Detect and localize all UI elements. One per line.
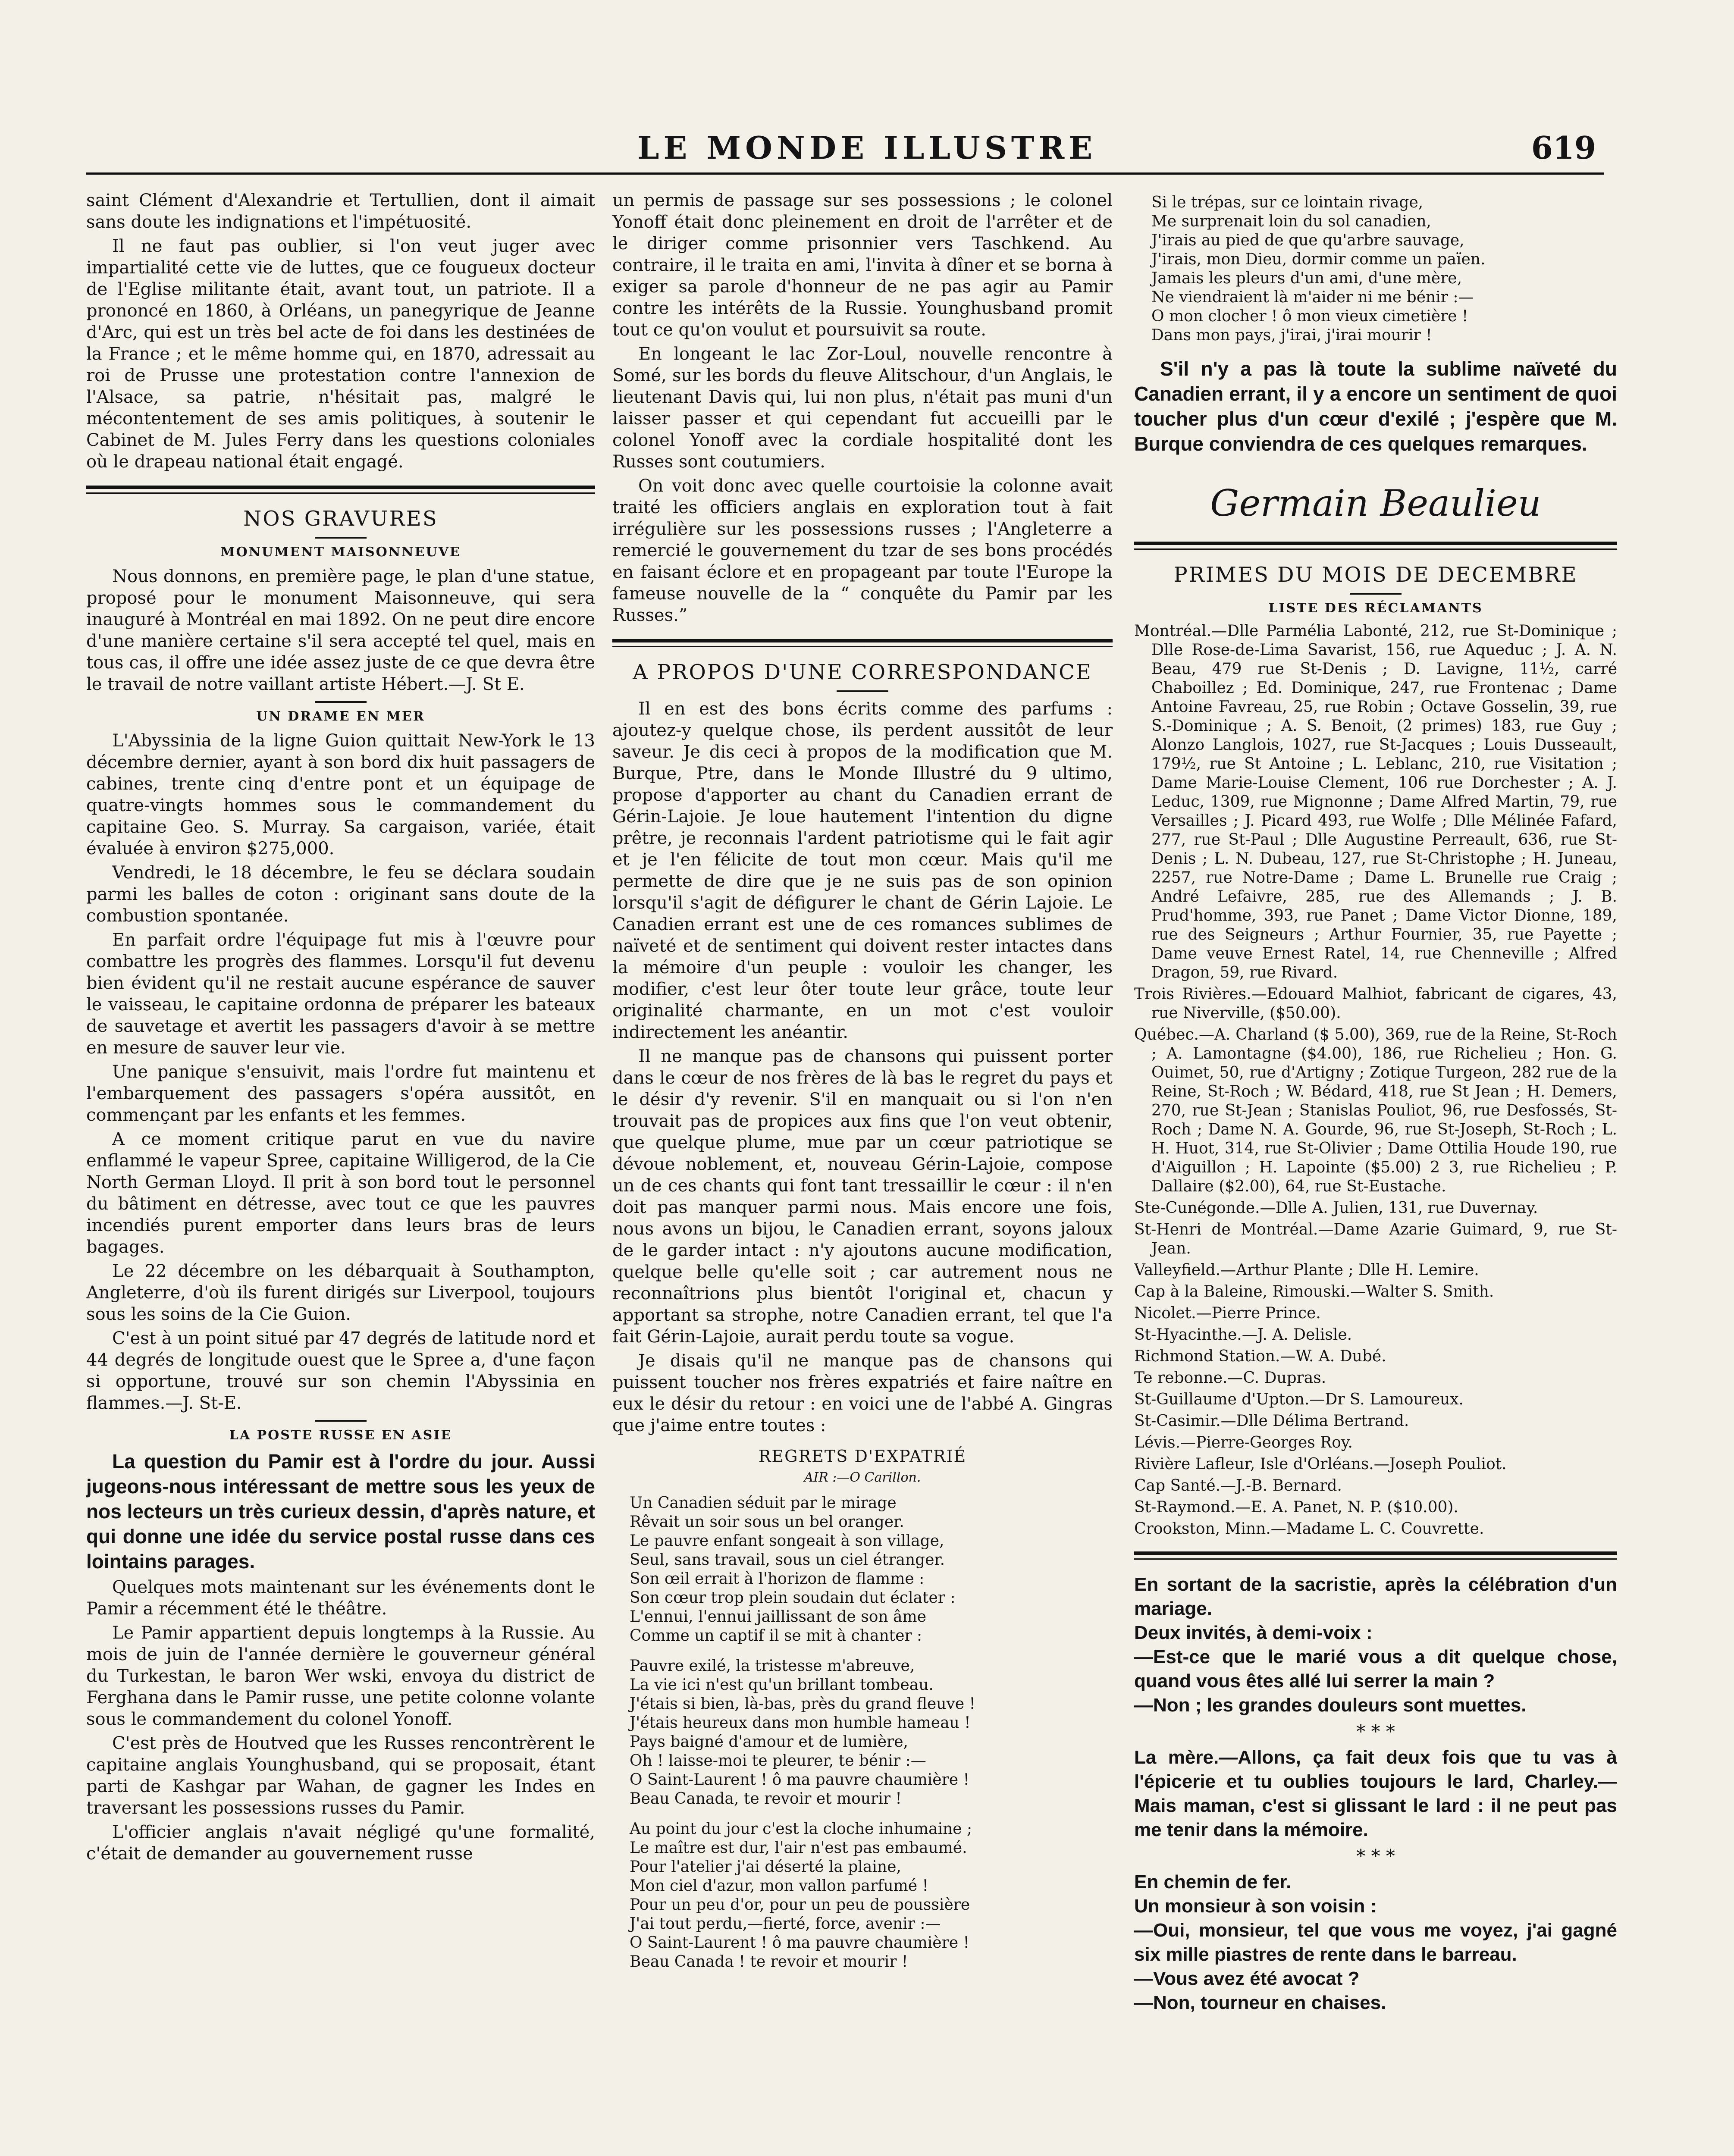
joke-line: —Est-ce que le marié vous a dit quelque chose, quand vous êtes allé lui serrer la main ? — [1134, 1646, 1617, 1692]
poem-line: Ne viendraient là m'aider ni me bénir :— — [1151, 288, 1474, 306]
list-entry: St-Guillaume d'Upton.—Dr S. Lamoureux. — [1134, 1391, 1464, 1408]
short-rule — [315, 701, 367, 703]
poem-line: Mon ciel d'azur, mon vallon parfumé ! — [630, 1877, 928, 1895]
poem-stanza-1 — [612, 1494, 1113, 1645]
drame-paragraph: A ce moment critique parut en vue du navire enflammé le vapeur Spree, capitaine Willigerod, de la Cie North German Lloyd. Il prit à son bord tout le personnel du bâtiment en détresse, avec tout ce que les pauvres incendiés purent emporter dans leurs bras de leurs bagages. — [86, 1129, 595, 1257]
poste-paragraph: C'est près de Houtved que les Russes rencontrèrent le capitaine anglais Younghusband, qui se proposait, étant parti de Kashgar par Wahan, de gagner les Indes en traversant les possessions russes du Pamir. — [86, 1733, 595, 1818]
poem-line: Jamais les pleurs d'un ami, d'une mère, — [1151, 270, 1462, 287]
poem-line: O Saint-Laurent ! ô ma pauvre chaumière ! — [630, 1771, 970, 1789]
drame-paragraph: En parfait ordre l'équipage fut mis à l'œuvre pour combattre les progrès des flammes. Lorsqu'il fut devenu bien évident qu'il ne restait aucune espérance de sauver le vaisseau, le capitaine ordonna de préparer les bateaux de sauvetage et avertit les passagers d'avoir à se mettre en mesure de sauver leur vie. — [86, 930, 595, 1058]
poem-line: La vie ici n'est qu'un brillant tombeau. — [630, 1676, 934, 1694]
poem-line: Pauvre exilé, la tristesse m'abreuve, — [630, 1657, 915, 1675]
list-entry: Lévis.—Pierre-Georges Roy. — [1134, 1434, 1353, 1451]
handwritten-signature: Germain Beaulieu — [1210, 482, 1541, 524]
poem-line: Dans mon pays, j'irai, j'irai mourir ! — [1151, 326, 1432, 344]
poem-line: J'irais au pied de que qu'arbre sauvage, — [1151, 232, 1464, 249]
joke-line: Deux invités, à demi-voix : — [1134, 1622, 1373, 1643]
list-entry: Québec.—A. Charland ($ 5.00), 369, rue de la Reine, St-Roch ; A. Lamontagne ($4.00), 186, rue Richelieu ; Hon. G. Ouimet, 50, rue d'Artigny ; Zotique Turgeon, 282 rue de la Reine, St-Roch ; W. Bédard, 418, rue St Jean ; H. Demers, 270, rue St-Jean ; Stanislas Pouliot, 96, rue Desfossés, St-Roch ; Dame N. A. Gourde, 96, rue St-Joseph, St-Roch ; L. H. Huot, 314, rue St-Olivier ; Dame Ottilia Houde 190, rue d'Aiguillon ; H. Lapointe ($5.00) 2 3, rue Richelieu ; P. Dallaire ($2.00), 64, rue St-Eustache. — [1134, 1026, 1617, 1195]
list-entry: Cap Santé.—J.-B. Bernard. — [1134, 1477, 1342, 1495]
poem-line: Beau Canada, te revoir et mourir ! — [630, 1790, 902, 1808]
poem-line: J'irais, mon Dieu, dormir comme un païen. — [1151, 251, 1486, 268]
list-entry: Rivière Lafleur, Isle d'Orléans.—Joseph Pouliot. — [1134, 1455, 1507, 1473]
asterism: * * * — [1356, 1721, 1395, 1742]
poem-line: Le maître est dur, l'air n'est pas embaumé. — [630, 1839, 967, 1857]
poem-line: Oh ! laisse-moi te pleurer, te bénir :— — [630, 1752, 926, 1770]
drame-paragraph: Le 22 décembre on les débarquait à Southampton, Angleterre, d'où ils furent dirigés sur Liverpool, toujours sous les soins de la Cie Guion. — [86, 1261, 595, 1324]
correspondance-paragraph: Il ne manque pas de chansons qui puissent porter dans le cœur de nos frères de là bas le regret du pays et le désir d'y revenir. S'il en manquait ou si l'on n'en trouvait pas de propices aux fins que l'on veut obtenir, que quelque plume, mue par un cœur patriotique se dévoue noblement, et, nouveau Gérin-Lajoie, compose un de ces chants qui font tant tressaillir le cœur : il n'en doit pas manquer parmi nous. Mais encore une fois, nous avons un bijou, le Canadien errant, soyons jaloux de le garder intact : n'y ajoutons aucune modification, quelque belle qu'elle soit ; car autrement nous ne reconnaîtrions plus bientôt l'original et, chacun y apportant sa strophe, notre Canadien errant, tel que l'a fait Gérin-Lajoie, aurait perdu toute sa vogue. — [612, 1047, 1113, 1347]
list-entry: St-Henri de Montréal.—Dame Azarie Guimard, 9, rue St-Jean. — [1134, 1221, 1617, 1257]
poem-line: Me surprenait loin du sol canadien, — [1151, 213, 1431, 230]
poem-line: J'étais si bien, là-bas, près du grand fleuve ! — [630, 1695, 975, 1713]
poem-line: L'ennui, l'ennui jaillissant de son âme — [630, 1608, 926, 1626]
poste-paragraph: Quelques mots maintenant sur les événements dont le Pamir a récemment été le théâtre. — [86, 1577, 595, 1619]
list-entry: St-Raymond.—E. A. Panet, N. P. ($10.00). — [1134, 1498, 1458, 1516]
short-rule — [315, 537, 367, 539]
section-title-primes: PRIMES DU MOIS DE DECEMBRE — [1173, 563, 1578, 587]
poem-line: J'ai tout perdu,—fierté, force, avenir :— — [630, 1915, 941, 1933]
drame-paragraph: Vendredi, le 18 décembre, le feu se déclara soudain parmi les balles de coton : originant sans doute de la combustion spontanée. — [86, 863, 595, 926]
list-entry: Montréal.—Dlle Parmélia Labonté, 212, rue St-Dominique ; Dlle Rose-de-Lima Savarist, 156, rue Aqueduc ; J. A. N. Beau, 479 rue St-Denis ; D. Lavigne, 11½, carré Chaboillez ; Ed. Dominique, 247, rue Frontenac ; Dame Antoine Favreau, 25, rue Robin ; Octave Gosselin, 39, rue S.-Dominique ; A. S. Benoit, (2 primes) 183, rue Guy ; Alonzo Langlois, 1027, rue St-Jacques ; Louis Dusseault, 179½, rue St Antoine ; L. Leblanc, 210, rue Visitation ; Dame Marie-Louise Clement, 106 rue Dorchester ; A. J. Leduc, 1309, rue Mignonne ; Dame Alfred Martin, 79, rue Versailles ; J. Picard 493, rue Wolfe ; Dlle Mélinée Fafard, 277, rue St-Paul ; Dlle Augustine Perreault, 636, rue St-Denis ; L. N. Dubeau, 127, rue St-Christophe ; H. Juneau, 2257, rue Notre-Dame ; Dame L. Brunelle rue Craig ; André Lefaivre, 285, rue des Allemands ; J. B. Prud'homme, 393, rue Panet ; Dame Victor Dionne, 189, rue des Seigneurs ; Arthur Fournier, 35, rue Payette ; Dame veuve Ernest Ratel, 14, rue Chenneville ; Alfred Dragon, 59, rue Rivard. — [1134, 622, 1617, 981]
asterism: * * * — [1356, 1846, 1395, 1867]
short-rule — [1350, 593, 1402, 595]
list-entry: Trois Rivières.—Edouard Malhiot, fabricant de cigares, 43, rue Niverville, ($50.00). — [1134, 985, 1617, 1022]
joke-line: En sortant de la sacristie, après la célébration d'un mariage. — [1134, 1574, 1617, 1619]
subhead-drame: UN DRAME EN MER — [256, 709, 425, 724]
joke-line: La mère.—Allons, ça fait deux fois que tu vas à l'épicerie et tu oublies toujours le lard, Charley.—Mais maman, c'est si glissant le lard : il ne peut pas me tenir dans la mémoire. — [1134, 1747, 1617, 1840]
header-rule — [86, 172, 1604, 175]
poem-line: Son cœur trop plein soudain dut éclater : — [630, 1589, 956, 1607]
correspondance-paragraph: Il en est des bons écrits comme des parfums : ajoutez-y quelque chose, ils perdent aussitôt de leur saveur. Je dis ceci à propos de la modification que M. Burque, Ptre, dans le Monde Illustré du 9 ultimo, propose d'apporter au chant du Canadien errant de Gérin-Lajoie. Je loue hautement l'intention du digne prêtre, je reconnais l'ardent patriotisme qui le fait agir et je l'en félicite de tout mon cœur. Mais qu'il me permette de dire que je ne suis pas de son opinion lorsqu'il s'agit de défigurer le chant de Gérin Lajoie. Le Canadien errant est une de ces romances sublimes de naïveté et de sentiment qui doivent rester intactes dans la mémoire d'un peuple : vouloir les changer, les modifier, c'est leur ôter toute leur grâce, toute leur originalité charmante, en un mot c'est vouloir indirectement les anéantir. — [612, 699, 1113, 1042]
article-continuation-paragraph: saint Clément d'Alexandrie et Tertullien, dont il aimait sans doute les indignations et l'impétuosité. — [86, 191, 595, 232]
list-entry: Richmond Station.—W. A. Dubé. — [1134, 1348, 1386, 1365]
page-number: 619 — [1531, 129, 1596, 166]
joke-line: —Non ; les grandes douleurs sont muettes. — [1134, 1695, 1527, 1716]
column-2 — [612, 190, 1113, 1983]
poem-line: Le pauvre enfant songeait à son village, — [630, 1532, 944, 1550]
section-title-correspondance: A PROPOS D'UNE CORRESPONDANCE — [633, 660, 1092, 684]
section-divider — [612, 639, 1113, 647]
poem-stanza-2 — [612, 1657, 1113, 1808]
article-continuation-paragraph: Il ne faut pas oublier, si l'on veut juger avec impartialité cette vie de luttes, que ce fougueux docteur de l'Eglise militante était, avant tout, un patriote. Il a prononcé en 1860, à Orléans, un panegyrique de Jeanne d'Arc, qui est un très bel acte de foi dans les destinées de la France ; et le même homme qui, en 1870, adressait au roi de Prusse une protestation contre l'annexion de l'Alsace, sa patrie, n'hésitait pas, malgré le mécontentement de ses amis politiques, à soutenir le Cabinet de M. Jules Ferry dans les questions coloniales où le drapeau national était engagé. — [86, 236, 595, 472]
section-divider — [1134, 542, 1617, 550]
poem-line: Son œil errait à l'horizon de flamme : — [630, 1570, 925, 1588]
poem-line: Pour l'atelier j'ai déserté la plaine, — [630, 1858, 901, 1876]
section-title-nos-gravures: NOS GRAVURES — [243, 507, 438, 531]
correspondance-paragraph: Je disais qu'il ne manque pas de chansons qui puissent toucher nos frères expatriés et faire naître en eux le désir du retour : en voici une de l'abbé A. Gingras que j'aime entre toutes : — [612, 1351, 1113, 1435]
short-rule — [837, 690, 888, 692]
poem-line: J'étais heureux dans mon humble hameau ! — [630, 1714, 971, 1732]
poem-stanza-4 — [1134, 193, 1617, 345]
poem-line: Comme un captif il se mit à chanter : — [630, 1627, 922, 1645]
list-entry: Ste-Cunégonde.—Dlle A. Julien, 131, rue Duvernay. — [1134, 1199, 1538, 1217]
poem-line: Pays baigné d'amour et de lumière, — [630, 1733, 908, 1751]
subhead-liste: LISTE DES RÉCLAMANTS — [1268, 601, 1483, 616]
section-divider — [1134, 1551, 1617, 1560]
poem-line: Pour un peu d'or, pour un peu de poussière — [630, 1896, 970, 1914]
list-entry: Cap à la Baleine, Rimouski.—Walter S. Smith. — [1134, 1283, 1494, 1300]
closing-paragraph: S'il n'y a pas là toute la sublime naïveté du Canadien errant, il y a encore un sentiment de quoi toucher plus d'un cœur d'exilé ; j'espère que M. Burque conviendra de ces quelques remarques. — [1134, 357, 1617, 455]
list-entry: St-Hyacinthe.—J. A. Delisle. — [1134, 1326, 1352, 1344]
poem-title: REGRETS D'EXPATRIÉ — [758, 1447, 967, 1466]
joke-line: —Vous avez été avocat ? — [1134, 1968, 1360, 1989]
list-entry: Crookston, Minn.—Madame L. C. Couvrette. — [1134, 1520, 1484, 1538]
poem-line: O Saint-Laurent ! ô ma pauvre chaumière ! — [630, 1934, 970, 1952]
poste-paragraph: L'officier anglais n'avait négligé qu'une formalité, c'était de demander au gouvernement russe — [86, 1822, 595, 1864]
list-entry: Valleyfield.—Arthur Plante ; Dlle H. Lemire. — [1134, 1261, 1479, 1279]
joke-line: En chemin de fer. — [1134, 1871, 1292, 1893]
drame-paragraph: C'est à un point situé par 47 degrés de latitude nord et 44 degrés de longitude ouest que le Spree a, d'une façon si opportune, trouvé sur son chemin l'Abyssinia en flammes.—J. St-E. — [86, 1329, 595, 1413]
poem-line: Rêvait un soir sous un bel oranger. — [630, 1513, 904, 1531]
joke-line: Un monsieur à son voisin : — [1134, 1896, 1377, 1917]
poem-line: O mon clocher ! ô mon vieux cimetière ! — [1151, 307, 1468, 325]
poem-line: Beau Canada ! te revoir et mourir ! — [630, 1953, 908, 1971]
section-divider — [86, 486, 595, 494]
column-1 — [86, 190, 595, 1867]
poem-line: Au point du jour c'est la cloche inhumaine ; — [630, 1820, 972, 1838]
list-entry: St-Casimir.—Dlle Délima Bertrand. — [1134, 1412, 1409, 1430]
drame-paragraph: L'Abyssinia de la ligne Guion quittait New-York le 13 décembre dernier, ayant à son bord dix huit passagers de cabines, trente cinq d'entre pont et un équipage de quatre-vingts hommes sous le commandement du capitaine Geo. S. Murray. Sa cargaison, variée, était évaluée à environ $275,000. — [86, 731, 595, 859]
subhead-poste: LA POSTE RUSSE EN ASIE — [229, 1428, 452, 1443]
joke-line: —Non, tourneur en chaises. — [1134, 1992, 1386, 2013]
monument-paragraph: Nous donnons, en première page, le plan d'une statue, proposé pour le monument Maisonneuve, qui sera inauguré à Montréal en mai 1892. On ne peut dire encore d'une manière certaine s'il sera accepté tel quel, mais en tous cas, il offre une idée assez juste de ce que devra être le travail de notre vaillant artiste Hébert.—J. St E. — [86, 567, 595, 694]
running-title: LE MONDE ILLUSTRE — [637, 129, 1097, 166]
list-entry: Te rebonne.—C. Dupras. — [1134, 1369, 1326, 1387]
poste-continuation-paragraph: un permis de passage sur ses possessions ; le colonel Yonoff était donc pleinement en droit de l'arrêter et de le diriger comme prisonnier vers Taschkend. Au contraire, il le traita en ami, l'invita à dîner et se borna à exiger sa parole d'honneur de ne pas agir au Pamir contre les intérêts de la Russie. Younghusband promit tout ce qu'on voulut et poursuivit sa route. — [612, 191, 1113, 340]
list-entry: Nicolet.—Pierre Prince. — [1134, 1304, 1321, 1322]
subhead-monument: MONUMENT MAISONNEUVE — [220, 545, 461, 560]
poste-continuation-paragraph: En longeant le lac Zor-Loul, nouvelle rencontre à Somé, sur les bords du fleuve Alitschour, d'un Anglais, le lieutenant Davis qui, lui non plus, n'était pas muni d'un laisser passer et qui cependant fut accueilli par le colonel Yonoff avec la cordiale hospitalité dont les Russes sont coutumiers. — [612, 344, 1113, 472]
poste-continuation-paragraph: On voit donc avec quelle courtoisie la colonne avait traité les officiers anglais en exploration tout à fait irrégulière sur les possessions russes ; l'Angleterre a remercié le gouvernement du tzar de ses bons procédés en faisant éclore et en propageant par toute l'Europe la fameuse nouvelle de la “ conquête du Pamir par les Russes.” — [612, 476, 1113, 625]
drame-paragraph: Une panique s'ensuivit, mais l'ordre fut maintenu et l'embarquement des passagers s'opéra aussitôt, en commençant par les enfants et les femmes. — [86, 1062, 595, 1125]
poem-line: Seul, sans travail, sous un ciel étranger. — [630, 1551, 945, 1569]
poste-paragraph: Le Pamir appartient depuis longtemps à la Russie. Au mois de juin de l'année dernière le gouverneur général du Turkestan, le baron Wer wski, envoya du district de Ferghana dans le Pamir russe, une petite colonne volante sous le commandement du colonel Yonoff. — [86, 1623, 595, 1729]
joke-line: —Oui, monsieur, tel que vous me voyez, j'ai gagné six mille piastres de rente dans le barreau. — [1134, 1920, 1617, 1965]
poem-air: AIR :—O Carillon. — [804, 1470, 921, 1485]
poem-line: Si le trépas, sur ce lointain rivage, — [1151, 194, 1424, 211]
poste-paragraph: La question du Pamir est à l'ordre du jour. Aussi jugeons-nous intéressant de mettre sous les yeux de nos lecteurs un très curieux dessin, d'après nature, et qui donne une idée du service postal russe dans ces lointains parages. — [86, 1450, 595, 1573]
poem-line: Un Canadien séduit par le mirage — [630, 1494, 897, 1512]
short-rule — [315, 1420, 367, 1422]
column-3 — [1134, 190, 1617, 2015]
poem-stanza-3 — [612, 1820, 1113, 1971]
